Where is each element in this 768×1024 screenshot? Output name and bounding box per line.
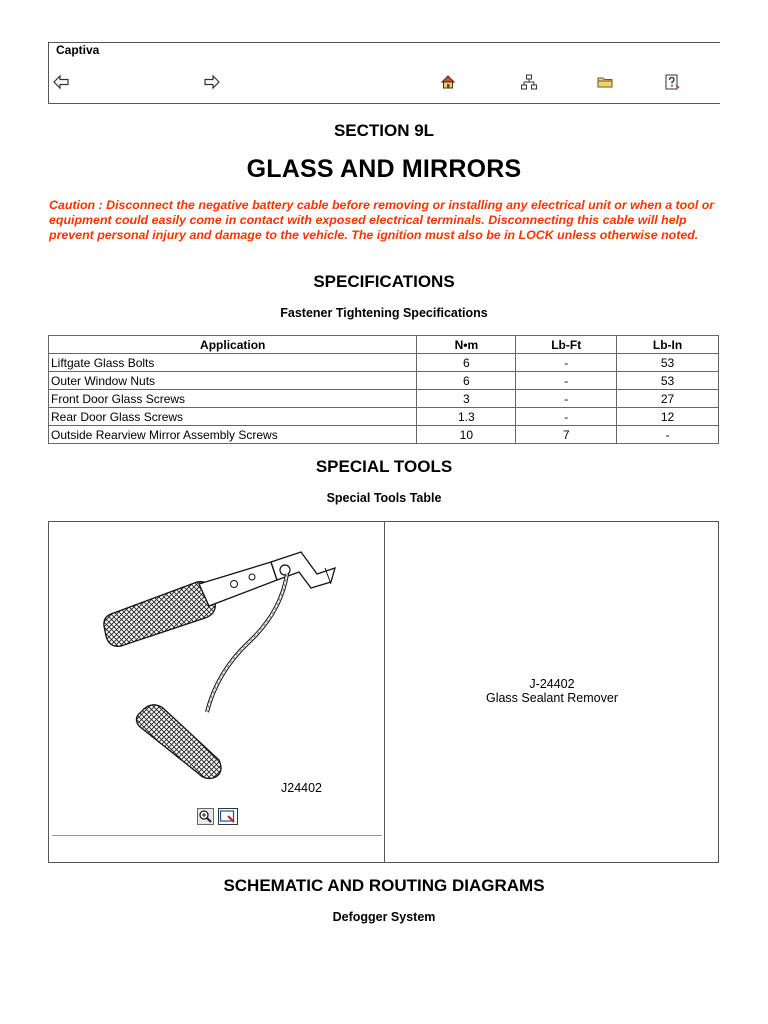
table-cell: 10 [417,426,516,444]
defogger-subheading: Defogger System [332,910,436,924]
table-cell: 1.3 [417,408,516,426]
table-cell: - [516,390,617,408]
specifications-heading: SPECIFICATIONS [313,272,455,291]
tool-description [385,677,719,705]
section-number: SECTION 9L [333,121,435,140]
open-image-icon[interactable] [218,808,238,830]
table-cell: - [516,408,617,426]
fastener-spec-table [48,335,719,444]
special-tools-table-title: Special Tools Table [326,491,442,505]
nav-title: Captiva [56,43,100,57]
table-header-row [49,336,719,354]
tool-image-label: J24402 [281,781,323,795]
table-cell: 6 [417,372,516,390]
folder-icon[interactable] [596,73,614,91]
table-cell: 53 [617,354,719,372]
tool-name: Glass Sealant Remover [485,691,618,705]
table-cell: Front Door Glass Screws [49,390,417,408]
forward-arrow-icon[interactable] [203,73,221,91]
glass-sealant-remover-illustration [49,522,383,834]
tool-number: J-24402 [529,677,575,691]
table-cell: 12 [617,408,719,426]
home-icon[interactable] [439,73,457,91]
table-row [49,354,719,372]
column-header: Application [49,336,417,354]
image-divider [52,835,382,836]
page-title: GLASS AND MIRRORS [246,155,522,183]
caution-text: Caution : Disconnect the negative battery cable before removing or installing any electrical unit or when a tool or equipment could easily come in contact with exposed electrical terminals. Disconnecting this cable will help prevent personal injury and damage to the vehicle. The ignition must also be in LOCK unless otherwise noted. [49,198,715,242]
schematic-heading: SCHEMATIC AND ROUTING DIAGRAMS [223,876,545,895]
table-cell: 53 [617,372,719,390]
table-cell: 27 [617,390,719,408]
column-header: N•m [417,336,516,354]
table-cell: Liftgate Glass Bolts [49,354,417,372]
table-row [49,408,719,426]
zoom-icon[interactable] [197,808,214,830]
table-cell: Outer Window Nuts [49,372,417,390]
table-cell: 3 [417,390,516,408]
column-header: Lb-In [617,336,719,354]
table-row [49,426,719,444]
table-cell: 6 [417,354,516,372]
table-cell: - [516,372,617,390]
image-tools [197,808,238,830]
table-row [49,390,719,408]
help-icon[interactable] [663,73,681,91]
special-tools-table [48,521,719,863]
table-row [49,372,719,390]
nav-header [48,42,720,104]
fastener-table-title: Fastener Tightening Specifications [280,306,488,320]
table-cell: 7 [516,426,617,444]
sitemap-icon[interactable] [520,73,538,91]
table-cell: Rear Door Glass Screws [49,408,417,426]
back-arrow-icon[interactable] [52,73,70,91]
column-header: Lb-Ft [516,336,617,354]
table-cell: - [617,426,719,444]
special-tools-heading: SPECIAL TOOLS [315,457,453,476]
table-cell: Outside Rearview Mirror Assembly Screws [49,426,417,444]
table-cell: - [516,354,617,372]
